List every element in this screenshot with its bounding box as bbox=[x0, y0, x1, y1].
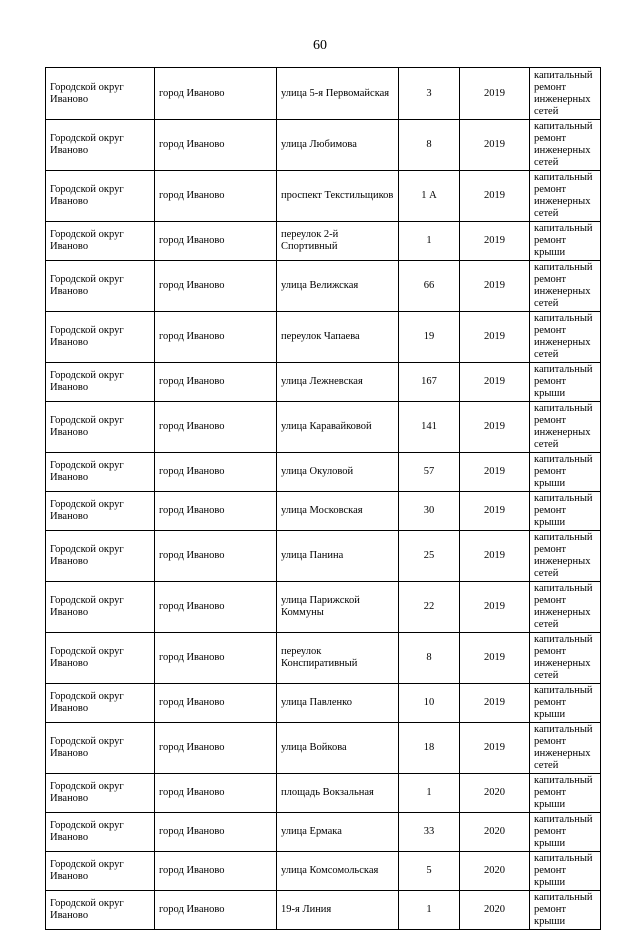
district-cell: Городской округ Иваново bbox=[46, 402, 155, 453]
district-cell: Городской округ Иваново bbox=[46, 891, 155, 930]
locality-cell: город Иваново bbox=[155, 723, 277, 774]
year-cell: 2019 bbox=[460, 633, 530, 684]
table-row bbox=[46, 492, 601, 531]
table-row bbox=[46, 582, 601, 633]
district-cell: Городской округ Иваново bbox=[46, 774, 155, 813]
year-cell: 2020 bbox=[460, 852, 530, 891]
table-row bbox=[46, 774, 601, 813]
street-cell: улица Павленко bbox=[277, 684, 399, 723]
district-cell: Городской округ Иваново bbox=[46, 723, 155, 774]
table-row bbox=[46, 171, 601, 222]
district-cell: Городской округ Иваново bbox=[46, 120, 155, 171]
locality-cell: город Иваново bbox=[155, 813, 277, 852]
locality-cell: город Иваново bbox=[155, 684, 277, 723]
street-cell: улица Панина bbox=[277, 531, 399, 582]
house-number-cell: 5 bbox=[399, 852, 460, 891]
house-number-cell: 1 bbox=[399, 774, 460, 813]
year-cell: 2019 bbox=[460, 363, 530, 402]
street-cell: улица Войкова bbox=[277, 723, 399, 774]
street-cell: улица Лежневская bbox=[277, 363, 399, 402]
locality-cell: город Иваново bbox=[155, 222, 277, 261]
year-cell: 2019 bbox=[460, 261, 530, 312]
year-cell: 2019 bbox=[460, 684, 530, 723]
street-cell: улица Комсомольская bbox=[277, 852, 399, 891]
house-number-cell: 66 bbox=[399, 261, 460, 312]
work-type-cell: капитальный ремонт крыши bbox=[530, 222, 601, 261]
table-row bbox=[46, 684, 601, 723]
work-type-cell: капитальный ремонт крыши bbox=[530, 492, 601, 531]
year-cell: 2019 bbox=[460, 531, 530, 582]
district-cell: Городской округ Иваново bbox=[46, 531, 155, 582]
repair-registry-table bbox=[45, 67, 601, 930]
locality-cell: город Иваново bbox=[155, 582, 277, 633]
street-cell: улица Любимова bbox=[277, 120, 399, 171]
work-type-cell: капитальный ремонт крыши bbox=[530, 852, 601, 891]
table-row bbox=[46, 891, 601, 930]
house-number-cell: 1 bbox=[399, 222, 460, 261]
house-number-cell: 8 bbox=[399, 633, 460, 684]
year-cell: 2019 bbox=[460, 582, 530, 633]
district-cell: Городской округ Иваново bbox=[46, 852, 155, 891]
table-row bbox=[46, 120, 601, 171]
house-number-cell: 1 А bbox=[399, 171, 460, 222]
district-cell: Городской округ Иваново bbox=[46, 261, 155, 312]
work-type-cell: капитальный ремонт крыши bbox=[530, 453, 601, 492]
house-number-cell: 18 bbox=[399, 723, 460, 774]
work-type-cell: капитальный ремонт инженерных сетей bbox=[530, 633, 601, 684]
year-cell: 2019 bbox=[460, 120, 530, 171]
year-cell: 2020 bbox=[460, 774, 530, 813]
work-type-cell: капитальный ремонт инженерных сетей bbox=[530, 531, 601, 582]
table-row bbox=[46, 852, 601, 891]
house-number-cell: 33 bbox=[399, 813, 460, 852]
district-cell: Городской округ Иваново bbox=[46, 68, 155, 120]
district-cell: Городской округ Иваново bbox=[46, 492, 155, 531]
table-row bbox=[46, 312, 601, 363]
district-cell: Городской округ Иваново bbox=[46, 813, 155, 852]
street-cell: улица Велижская bbox=[277, 261, 399, 312]
district-cell: Городской округ Иваново bbox=[46, 222, 155, 261]
district-cell: Городской округ Иваново bbox=[46, 453, 155, 492]
district-cell: Городской округ Иваново bbox=[46, 633, 155, 684]
year-cell: 2019 bbox=[460, 171, 530, 222]
locality-cell: город Иваново bbox=[155, 453, 277, 492]
locality-cell: город Иваново bbox=[155, 531, 277, 582]
locality-cell: город Иваново bbox=[155, 171, 277, 222]
locality-cell: город Иваново bbox=[155, 312, 277, 363]
house-number-cell: 3 bbox=[399, 68, 460, 120]
street-cell: проспект Текстильщиков bbox=[277, 171, 399, 222]
table-row bbox=[46, 222, 601, 261]
street-cell: переулок 2-й Спортивный bbox=[277, 222, 399, 261]
locality-cell: город Иваново bbox=[155, 261, 277, 312]
house-number-cell: 57 bbox=[399, 453, 460, 492]
locality-cell: город Иваново bbox=[155, 633, 277, 684]
table-row bbox=[46, 633, 601, 684]
year-cell: 2019 bbox=[460, 492, 530, 531]
district-cell: Городской округ Иваново bbox=[46, 582, 155, 633]
street-cell: улица 5-я Первомайская bbox=[277, 68, 399, 120]
table-body bbox=[46, 68, 601, 930]
work-type-cell: капитальный ремонт крыши bbox=[530, 684, 601, 723]
house-number-cell: 25 bbox=[399, 531, 460, 582]
work-type-cell: капитальный ремонт инженерных сетей bbox=[530, 261, 601, 312]
street-cell: улица Московская bbox=[277, 492, 399, 531]
street-cell: улица Каравайковой bbox=[277, 402, 399, 453]
locality-cell: город Иваново bbox=[155, 492, 277, 531]
work-type-cell: капитальный ремонт крыши bbox=[530, 774, 601, 813]
street-cell: переулок Конспиративный bbox=[277, 633, 399, 684]
locality-cell: город Иваново bbox=[155, 68, 277, 120]
work-type-cell: капитальный ремонт инженерных сетей bbox=[530, 312, 601, 363]
work-type-cell: капитальный ремонт крыши bbox=[530, 363, 601, 402]
table-row bbox=[46, 723, 601, 774]
district-cell: Городской округ Иваново bbox=[46, 171, 155, 222]
house-number-cell: 30 bbox=[399, 492, 460, 531]
locality-cell: город Иваново bbox=[155, 852, 277, 891]
house-number-cell: 10 bbox=[399, 684, 460, 723]
year-cell: 2020 bbox=[460, 891, 530, 930]
locality-cell: город Иваново bbox=[155, 891, 277, 930]
street-cell: 19-я Линия bbox=[277, 891, 399, 930]
year-cell: 2019 bbox=[460, 723, 530, 774]
street-cell: переулок Чапаева bbox=[277, 312, 399, 363]
work-type-cell: капитальный ремонт инженерных сетей bbox=[530, 582, 601, 633]
locality-cell: город Иваново bbox=[155, 363, 277, 402]
street-cell: улица Ермака bbox=[277, 813, 399, 852]
house-number-cell: 167 bbox=[399, 363, 460, 402]
work-type-cell: капитальный ремонт инженерных сетей bbox=[530, 402, 601, 453]
table-row bbox=[46, 363, 601, 402]
year-cell: 2019 bbox=[460, 402, 530, 453]
table-row bbox=[46, 261, 601, 312]
work-type-cell: капитальный ремонт инженерных сетей bbox=[530, 171, 601, 222]
house-number-cell: 1 bbox=[399, 891, 460, 930]
year-cell: 2020 bbox=[460, 813, 530, 852]
street-cell: улица Окуловой bbox=[277, 453, 399, 492]
house-number-cell: 19 bbox=[399, 312, 460, 363]
locality-cell: город Иваново bbox=[155, 402, 277, 453]
table-row bbox=[46, 813, 601, 852]
work-type-cell: капитальный ремонт крыши bbox=[530, 813, 601, 852]
year-cell: 2019 bbox=[460, 312, 530, 363]
house-number-cell: 22 bbox=[399, 582, 460, 633]
work-type-cell: капитальный ремонт крыши bbox=[530, 891, 601, 930]
house-number-cell: 141 bbox=[399, 402, 460, 453]
table-row bbox=[46, 68, 601, 120]
district-cell: Городской округ Иваново bbox=[46, 684, 155, 723]
year-cell: 2019 bbox=[460, 222, 530, 261]
work-type-cell: капитальный ремонт инженерных сетей bbox=[530, 120, 601, 171]
year-cell: 2019 bbox=[460, 68, 530, 120]
work-type-cell: капитальный ремонт инженерных сетей bbox=[530, 723, 601, 774]
district-cell: Городской округ Иваново bbox=[46, 363, 155, 402]
table-row bbox=[46, 402, 601, 453]
work-type-cell: капитальный ремонт инженерных сетей bbox=[530, 68, 601, 120]
table-row bbox=[46, 453, 601, 492]
street-cell: площадь Вокзальная bbox=[277, 774, 399, 813]
locality-cell: город Иваново bbox=[155, 120, 277, 171]
page-number: 60 bbox=[313, 38, 327, 53]
district-cell: Городской округ Иваново bbox=[46, 312, 155, 363]
house-number-cell: 8 bbox=[399, 120, 460, 171]
locality-cell: город Иваново bbox=[155, 774, 277, 813]
table-row bbox=[46, 531, 601, 582]
year-cell: 2019 bbox=[460, 453, 530, 492]
street-cell: улица Парижской Коммуны bbox=[277, 582, 399, 633]
